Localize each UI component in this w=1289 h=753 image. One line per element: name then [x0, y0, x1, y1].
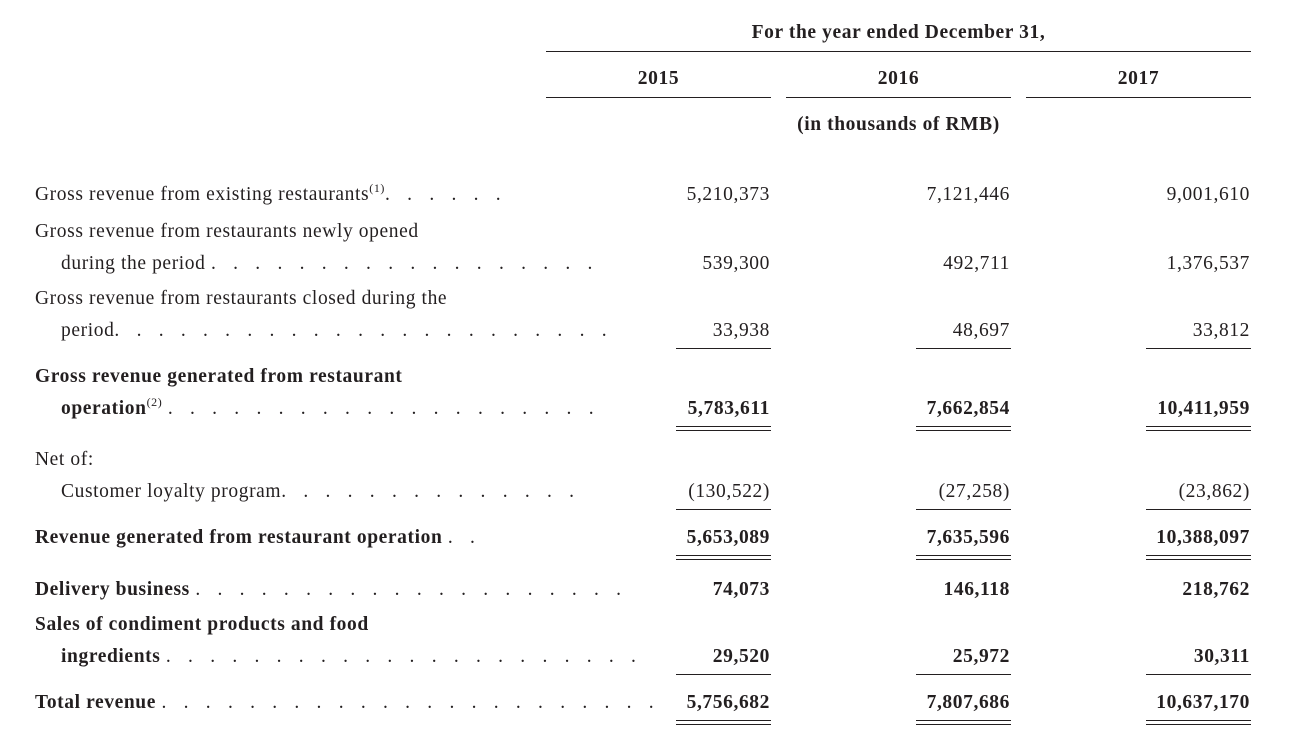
row-label-condiment: Sales of condiment products and food	[35, 614, 369, 635]
value-delivery-2015: 74,073	[712, 579, 770, 600]
footnote-2: (2)	[146, 395, 163, 409]
net-of-label: Net of:	[35, 449, 94, 470]
double-rule-2017	[1146, 555, 1251, 560]
value-gross-total-2016: 7,662,854	[926, 398, 1010, 419]
value-total-2016: 7,807,686	[926, 692, 1010, 713]
row-label-delivery: Delivery business . . . . . . . . . . . . . . . . . . . .	[35, 579, 628, 600]
unit-label: (in thousands of RMB)	[797, 114, 1000, 135]
year-2015-header: 2015	[637, 68, 680, 89]
value-existing-2017: 9,001,610	[1166, 184, 1250, 205]
row-label-closed: Gross revenue from restaurants closed during the	[35, 288, 448, 309]
row-label-gross-total-cont: operation$^{(2)}$ . . . . . . . . . . . . . . . . . . . .	[61, 395, 600, 419]
subtotal-rule-2015	[676, 674, 771, 675]
subtotal-rule-2017	[1146, 509, 1251, 510]
value-total-2017: 10,637,170	[1156, 692, 1250, 713]
value-gross-total-2015: 5,783,611	[687, 398, 770, 419]
value-closed-2015: 33,938	[712, 320, 770, 341]
value-revenue-op-2015: 5,653,089	[686, 527, 770, 548]
leader-dots: . . . . . . . . . . . . . .	[281, 481, 581, 502]
row-label-existing: Gross revenue from existing restaurants$^{(1)}$. . . . . .	[35, 181, 507, 205]
value-loyalty-2017: (23,862)	[1178, 481, 1250, 502]
value-condiment-2017: 30,311	[1193, 646, 1250, 667]
value-new-2017: 1,376,537	[1166, 253, 1250, 274]
subtotal-rule-2016	[916, 674, 1011, 675]
double-rule-2015	[676, 720, 771, 725]
value-delivery-2017: 218,762	[1182, 579, 1250, 600]
leader-dots: . . . . . . . . . . . . . . . . . .	[211, 253, 599, 274]
footnote-1: (1)	[369, 181, 386, 195]
double-rule-2016	[916, 426, 1011, 431]
subtotal-rule-2017	[1146, 348, 1251, 349]
row-label-new-opened-cont: during the period . . . . . . . . . . . . . . . . . .	[61, 253, 599, 274]
row-label-new-opened: Gross revenue from restaurants newly opened	[35, 221, 419, 242]
value-loyalty-2015: (130,522)	[688, 481, 770, 502]
value-delivery-2016: 146,118	[943, 579, 1010, 600]
subtotal-rule-2015	[676, 509, 771, 510]
double-rule-2016	[916, 555, 1011, 560]
period-heading: For the year ended December 31,	[751, 22, 1046, 43]
value-existing-2015: 5,210,373	[686, 184, 770, 205]
value-revenue-op-2017: 10,388,097	[1156, 527, 1250, 548]
double-rule-2016	[916, 720, 1011, 725]
year-2016-rule	[786, 97, 1011, 98]
value-total-2015: 5,756,682	[686, 692, 770, 713]
leader-dots: . . . . . . . . . . . . . . . . . . . . . .	[165, 646, 643, 667]
period-rule	[546, 51, 1251, 52]
leader-dots: . . . . . . . . . . . . . . . . . . . .	[167, 398, 600, 419]
value-new-2015: 539,300	[702, 253, 770, 274]
row-label-total: Total revenue . . . . . . . . . . . . . . . . . . . . . . .	[35, 692, 660, 713]
double-rule-2015	[676, 426, 771, 431]
row-label-closed-cont: period. . . . . . . . . . . . . . . . . . . . . . .	[61, 320, 613, 341]
value-closed-2016: 48,697	[952, 320, 1010, 341]
row-label-gross-total: Gross revenue generated from restaurant	[35, 366, 403, 387]
value-gross-total-2017: 10,411,959	[1157, 398, 1250, 419]
double-rule-2015	[676, 555, 771, 560]
leader-dots: . .	[447, 527, 482, 548]
double-rule-2017	[1146, 426, 1251, 431]
leader-dots: . . . . . . . . . . . . . . . . . . . . . . .	[114, 320, 613, 341]
subtotal-rule-2017	[1146, 674, 1251, 675]
value-existing-2016: 7,121,446	[926, 184, 1010, 205]
row-label-loyalty: Customer loyalty program. . . . . . . . . . . . . .	[61, 481, 581, 502]
leader-dots: . . . . . .	[385, 184, 507, 205]
value-condiment-2015: 29,520	[712, 646, 770, 667]
value-loyalty-2016: (27,258)	[938, 481, 1010, 502]
subtotal-rule-2016	[916, 348, 1011, 349]
year-2015-rule	[546, 97, 771, 98]
year-2016-header: 2016	[877, 68, 920, 89]
leader-dots: . . . . . . . . . . . . . . . . . . . .	[195, 579, 628, 600]
subtotal-rule-2015	[676, 348, 771, 349]
value-new-2016: 492,711	[943, 253, 1010, 274]
subtotal-rule-2016	[916, 509, 1011, 510]
year-2017-rule	[1026, 97, 1251, 98]
value-revenue-op-2016: 7,635,596	[926, 527, 1010, 548]
year-2017-header: 2017	[1117, 68, 1160, 89]
leader-dots: . . . . . . . . . . . . . . . . . . . . . . .	[161, 692, 660, 713]
double-rule-2017	[1146, 720, 1251, 725]
value-condiment-2016: 25,972	[952, 646, 1010, 667]
value-closed-2017: 33,812	[1192, 320, 1250, 341]
row-label-condiment-cont: ingredients . . . . . . . . . . . . . . . . . . . . . .	[61, 646, 643, 667]
row-label-revenue-op: Revenue generated from restaurant operation . .	[35, 527, 482, 548]
